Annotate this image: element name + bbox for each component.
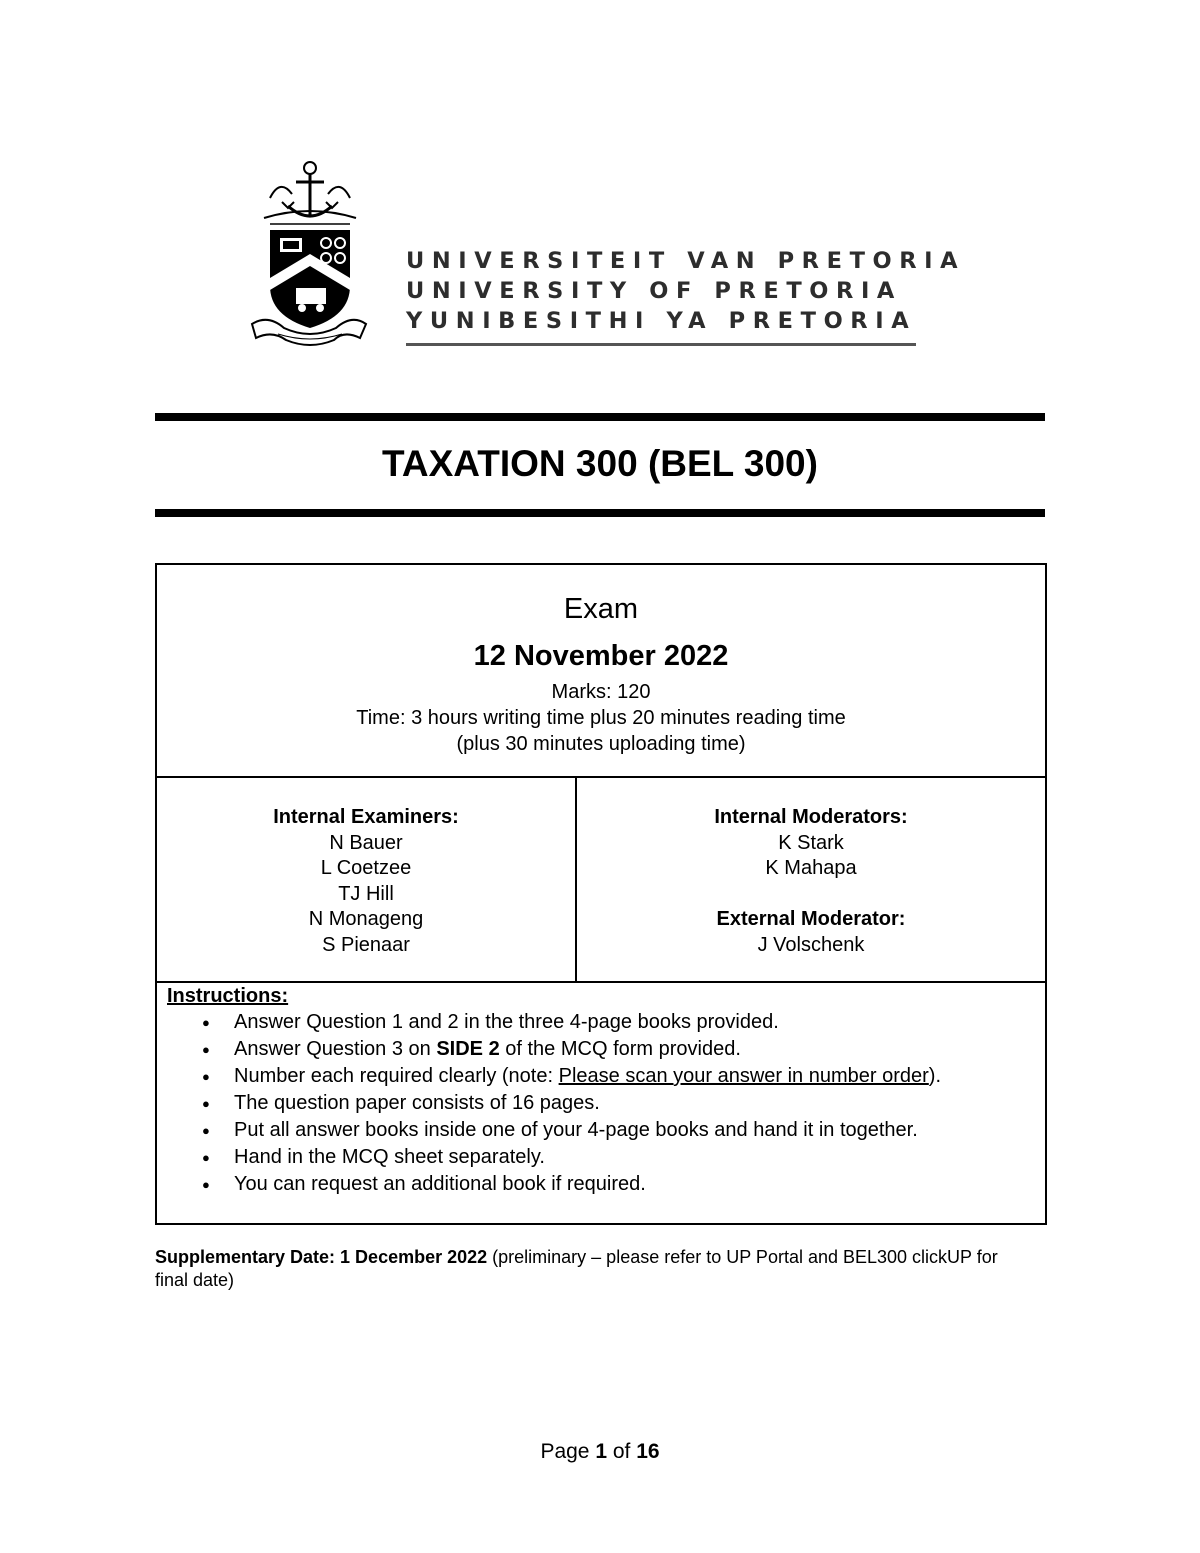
- instruction-item: ● Hand in the MCQ sheet separately.: [202, 1144, 1045, 1171]
- internal-moderator-name: K Mahapa: [765, 857, 857, 879]
- exam-label: Exam: [563, 593, 639, 625]
- exam-marks: Marks: 120: [551, 681, 651, 703]
- supplementary-date-note: [155, 1246, 1035, 1292]
- instruction-item: ● Answer Question 1 and 2 in the three 4-page books provided.: [202, 1009, 1045, 1036]
- examiner-name: TJ Hill: [338, 882, 394, 905]
- university-logo: [248, 158, 966, 353]
- instruction-item: ● You can request an additional book if required.: [202, 1171, 1045, 1198]
- examiners-heading: Internal Examiners:: [273, 806, 459, 828]
- instruction-item: ● Number each required clearly (note: Please scan your answer in number order).: [202, 1063, 1045, 1090]
- instruction-item: ● Answer Question 3 on SIDE 2 of the MCQ form provided.: [202, 1036, 1045, 1063]
- examiner-name: L Coetzee: [320, 857, 412, 879]
- exam-time: Time: 3 hours writing time plus 20 minutes reading time: [356, 707, 846, 729]
- instructions-list: [157, 1009, 1045, 1198]
- instruction-item: ● The question paper consists of 16 pages.: [202, 1090, 1045, 1117]
- page-title: TAXATION 300 (BEL 300): [382, 443, 818, 484]
- supplementary-date: Supplementary Date: 1 December 2022: [155, 1247, 488, 1267]
- university-name-english: UNIVERSITY OF PRETORIA: [406, 278, 902, 304]
- instructions-heading: Instructions:: [167, 985, 289, 1007]
- exam-info-box: [155, 563, 1047, 1225]
- examiner-name: S Pienaar: [322, 933, 410, 956]
- examiner-name: N Monageng: [308, 908, 424, 930]
- examiners-section: [157, 778, 577, 981]
- university-crest-icon: [248, 158, 368, 348]
- page-number: Page 1 of 16: [540, 1440, 660, 1463]
- internal-moderators-heading: Internal Moderators:: [714, 806, 908, 828]
- external-moderator-heading: External Moderator:: [716, 908, 906, 930]
- university-name-afrikaans: UNIVERSITEIT VAN PRETORIA: [406, 248, 966, 274]
- university-name-sepedi: YUNIBESITHI YA PRETORIA: [406, 308, 917, 334]
- internal-moderator-name: K Stark: [778, 831, 844, 854]
- examiner-name: N Bauer: [329, 831, 403, 854]
- title-rule-top: [155, 413, 1045, 421]
- logo-underline: [406, 343, 916, 346]
- external-moderator-name: J Volschenk: [757, 933, 865, 956]
- exam-date: 12 November 2022: [473, 640, 729, 672]
- exam-details-section: [157, 565, 1045, 778]
- supplementary-remark: (preliminary – please refer to UP Portal and BEL300 clickUP for final date): [155, 1247, 998, 1290]
- exam-upload-time: (plus 30 minutes uploading time): [456, 733, 746, 755]
- moderators-section: [577, 778, 1045, 981]
- instructions-section: [157, 981, 1045, 1198]
- instruction-item: ● Put all answer books inside one of your 4-page books and hand it in together.: [202, 1117, 1045, 1144]
- title-rule-bottom: [155, 509, 1045, 517]
